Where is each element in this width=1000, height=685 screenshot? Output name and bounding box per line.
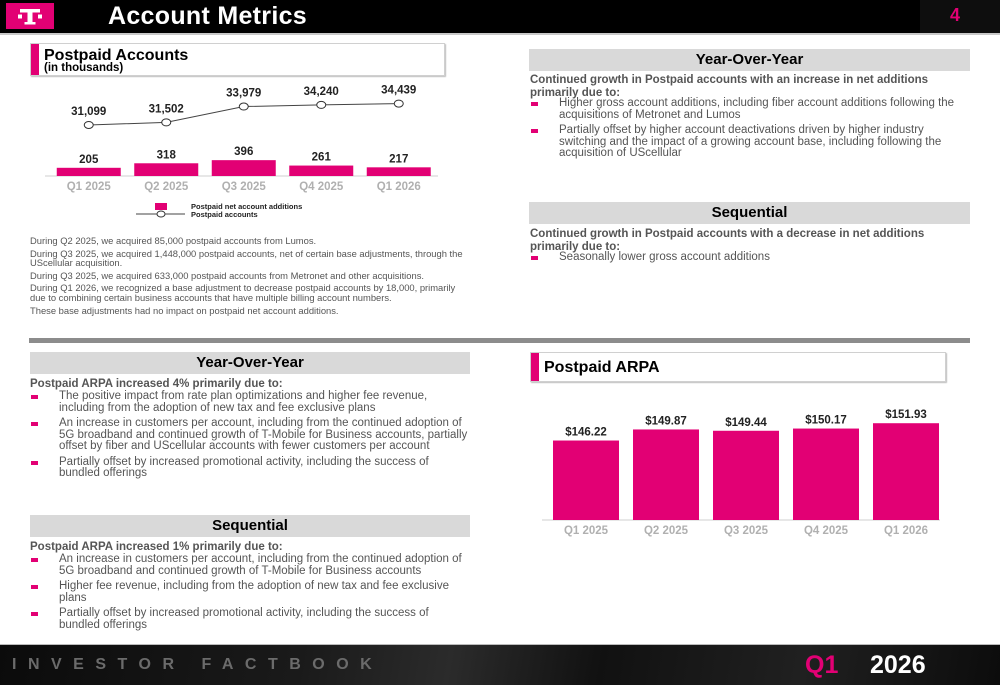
bullet-marker-icon bbox=[31, 612, 38, 616]
x-tick-label: Q3 2025 bbox=[221, 181, 266, 193]
bar-net-additions bbox=[367, 167, 431, 176]
postpaid-accounts-title: Postpaid Accounts bbox=[44, 47, 189, 64]
bar-label: 318 bbox=[156, 149, 176, 162]
line-label: 31,099 bbox=[71, 105, 107, 118]
accounts-yoy-bullets bbox=[530, 98, 972, 164]
bar-arpa bbox=[633, 429, 699, 520]
bullet-marker-icon bbox=[31, 558, 38, 562]
x-tick-label: Q4 2025 bbox=[803, 525, 849, 537]
bar-label: 217 bbox=[389, 153, 409, 166]
postpaid-arpa-title: Postpaid ARPA bbox=[544, 359, 660, 376]
postpaid-accounts-chart bbox=[30, 80, 450, 230]
footer-brand: INVESTOR FACTBOOK bbox=[12, 656, 384, 673]
line-label: 33,979 bbox=[226, 87, 262, 100]
postpaid-accounts-subtitle: (in thousands) bbox=[44, 62, 124, 74]
bullet-item: Partially offset by increased promotional activity, including the success of bundled offerings bbox=[30, 608, 472, 631]
postpaid-arpa-title-box bbox=[530, 352, 946, 382]
line-point bbox=[239, 103, 248, 110]
bullet-item: Partially offset by higher account deactivations driven by higher industry switching and the impact of a growing account base, including following the acquisition of UScellular bbox=[530, 125, 972, 160]
title-accent bbox=[531, 353, 539, 381]
bar-label: $149.87 bbox=[645, 415, 687, 428]
x-tick-label: Q1 2026 bbox=[883, 525, 929, 537]
header-rule bbox=[0, 33, 1000, 35]
bar-label: $149.44 bbox=[725, 416, 767, 429]
page-header bbox=[0, 0, 1000, 33]
bar-net-additions bbox=[289, 166, 353, 176]
page-title: Account Metrics bbox=[108, 2, 307, 30]
note: These base adjustments had no impact on postpaid net account additions. bbox=[30, 304, 339, 316]
bar-label: $150.17 bbox=[805, 414, 847, 427]
legend-bar-label: Postpaid net account additions bbox=[191, 202, 303, 211]
bar-label: $146.22 bbox=[565, 426, 607, 439]
bullet-item: Higher gross account additions, including fiber account additions following the acquisitions of Metronet and Lumos bbox=[530, 98, 972, 121]
bullet-item: Partially offset by increased promotional activity, including the success of bundled offerings bbox=[30, 457, 472, 480]
bar-net-additions bbox=[57, 168, 121, 176]
bullet-item: An increase in customers per account, including from the continued adoption of 5G broadband and continued growth of T-Mobile for Business accounts bbox=[30, 554, 472, 577]
accounts-notes bbox=[30, 236, 470, 318]
x-tick-label: Q2 2025 bbox=[643, 525, 689, 537]
bar-label: 396 bbox=[234, 146, 254, 159]
bar-label: $151.93 bbox=[885, 409, 927, 422]
accounts-yoy-heading: Year-Over-Year bbox=[529, 49, 970, 71]
x-tick-label: Q4 2025 bbox=[299, 181, 344, 193]
x-tick-label: Q1 2026 bbox=[376, 181, 421, 193]
bullet-marker-icon bbox=[31, 422, 38, 426]
t-logo-icon bbox=[17, 6, 43, 26]
x-tick-label: Q2 2025 bbox=[144, 181, 189, 193]
line-point bbox=[394, 100, 403, 107]
legend-line-marker bbox=[157, 211, 165, 217]
arpa-seq-lead: Postpaid ARPA increased 1% primarily due to: bbox=[30, 541, 283, 553]
title-accent bbox=[31, 44, 39, 75]
bar-arpa bbox=[873, 423, 939, 520]
accounts-seq-bullets bbox=[530, 252, 972, 268]
bullet-item: Seasonally lower gross account additions bbox=[530, 252, 972, 264]
line-label: 34,240 bbox=[303, 85, 339, 98]
line-label: 34,439 bbox=[381, 84, 417, 97]
line-point bbox=[162, 119, 171, 126]
bullet-marker-icon bbox=[531, 129, 538, 133]
accounts-yoy-lead: Continued growth in Postpaid accounts with an increase in net additions primarily due to: bbox=[530, 74, 929, 99]
footer-year: 2026 bbox=[870, 651, 926, 679]
arpa-seq-bullets bbox=[30, 554, 472, 635]
section-divider bbox=[29, 338, 970, 343]
x-tick-label: Q3 2025 bbox=[723, 525, 769, 537]
postpaid-arpa-chart bbox=[530, 400, 950, 545]
bar-label: 261 bbox=[311, 151, 331, 164]
note: During Q3 2025, we acquired 1,448,000 postpaid accounts, net of certain base adjustments, through the UScellular acquisition. bbox=[30, 247, 463, 269]
bar-label: 205 bbox=[79, 153, 99, 166]
arpa-yoy-bullets bbox=[30, 391, 472, 484]
bar-arpa bbox=[713, 431, 779, 520]
arpa-yoy-lead: Postpaid ARPA increased 4% primarily due to: bbox=[30, 378, 283, 390]
legend-bar-swatch bbox=[155, 203, 167, 210]
bar-arpa bbox=[793, 429, 859, 520]
accounts-seq-lead: Continued growth in Postpaid accounts with a decrease in net additions primarily due to: bbox=[530, 228, 925, 253]
accounts-seq-heading: Sequential bbox=[529, 202, 970, 224]
bullet-marker-icon bbox=[531, 102, 538, 106]
arpa-yoy-heading: Year-Over-Year bbox=[30, 352, 470, 374]
bullet-item: An increase in customers per account, including from the continued adoption of 5G broadband and continued growth of T-Mobile for Business accounts, partially offset by fiber and UScellular accounts with fewer customers per account bbox=[30, 418, 472, 453]
line-point bbox=[84, 121, 93, 128]
bullet-item: The positive impact from rate plan optimizations and higher fee revenue, including from the adoption of new tax and fee exclusive plans bbox=[30, 391, 472, 414]
legend-line-label: Postpaid accounts bbox=[191, 210, 258, 219]
x-tick-label: Q1 2025 bbox=[563, 525, 609, 537]
footer-quarter: Q1 bbox=[805, 651, 839, 679]
bullet-item: Higher fee revenue, including from the adoption of new tax and fee exclusive plans bbox=[30, 581, 472, 604]
note: During Q3 2025, we acquired 633,000 postpaid accounts from Metronet and other acquisitions. bbox=[30, 269, 424, 281]
note: During Q2 2025, we acquired 85,000 postpaid accounts from Lumos. bbox=[30, 235, 317, 246]
bar-net-additions bbox=[212, 160, 276, 176]
bullet-marker-icon bbox=[531, 256, 538, 260]
bullet-marker-icon bbox=[31, 461, 38, 465]
bullet-marker-icon bbox=[31, 395, 38, 399]
postpaid-accounts-title-box bbox=[30, 43, 445, 76]
page-footer bbox=[0, 645, 1000, 685]
arpa-seq-heading: Sequential bbox=[30, 515, 470, 537]
line-label: 31,502 bbox=[148, 103, 184, 116]
t-mobile-logo bbox=[6, 3, 54, 29]
note: During Q1 2026, we recognized a base adjustment to decrease postpaid accounts by 18,000, primarily due to combining certain business accounts that have multiple billing account numbers. bbox=[30, 282, 456, 303]
bar-arpa bbox=[553, 441, 619, 520]
line-point bbox=[317, 101, 326, 108]
x-tick-label: Q1 2025 bbox=[66, 181, 111, 193]
page-number: 4 bbox=[950, 5, 961, 25]
bullet-marker-icon bbox=[31, 585, 38, 589]
bar-net-additions bbox=[134, 163, 198, 176]
